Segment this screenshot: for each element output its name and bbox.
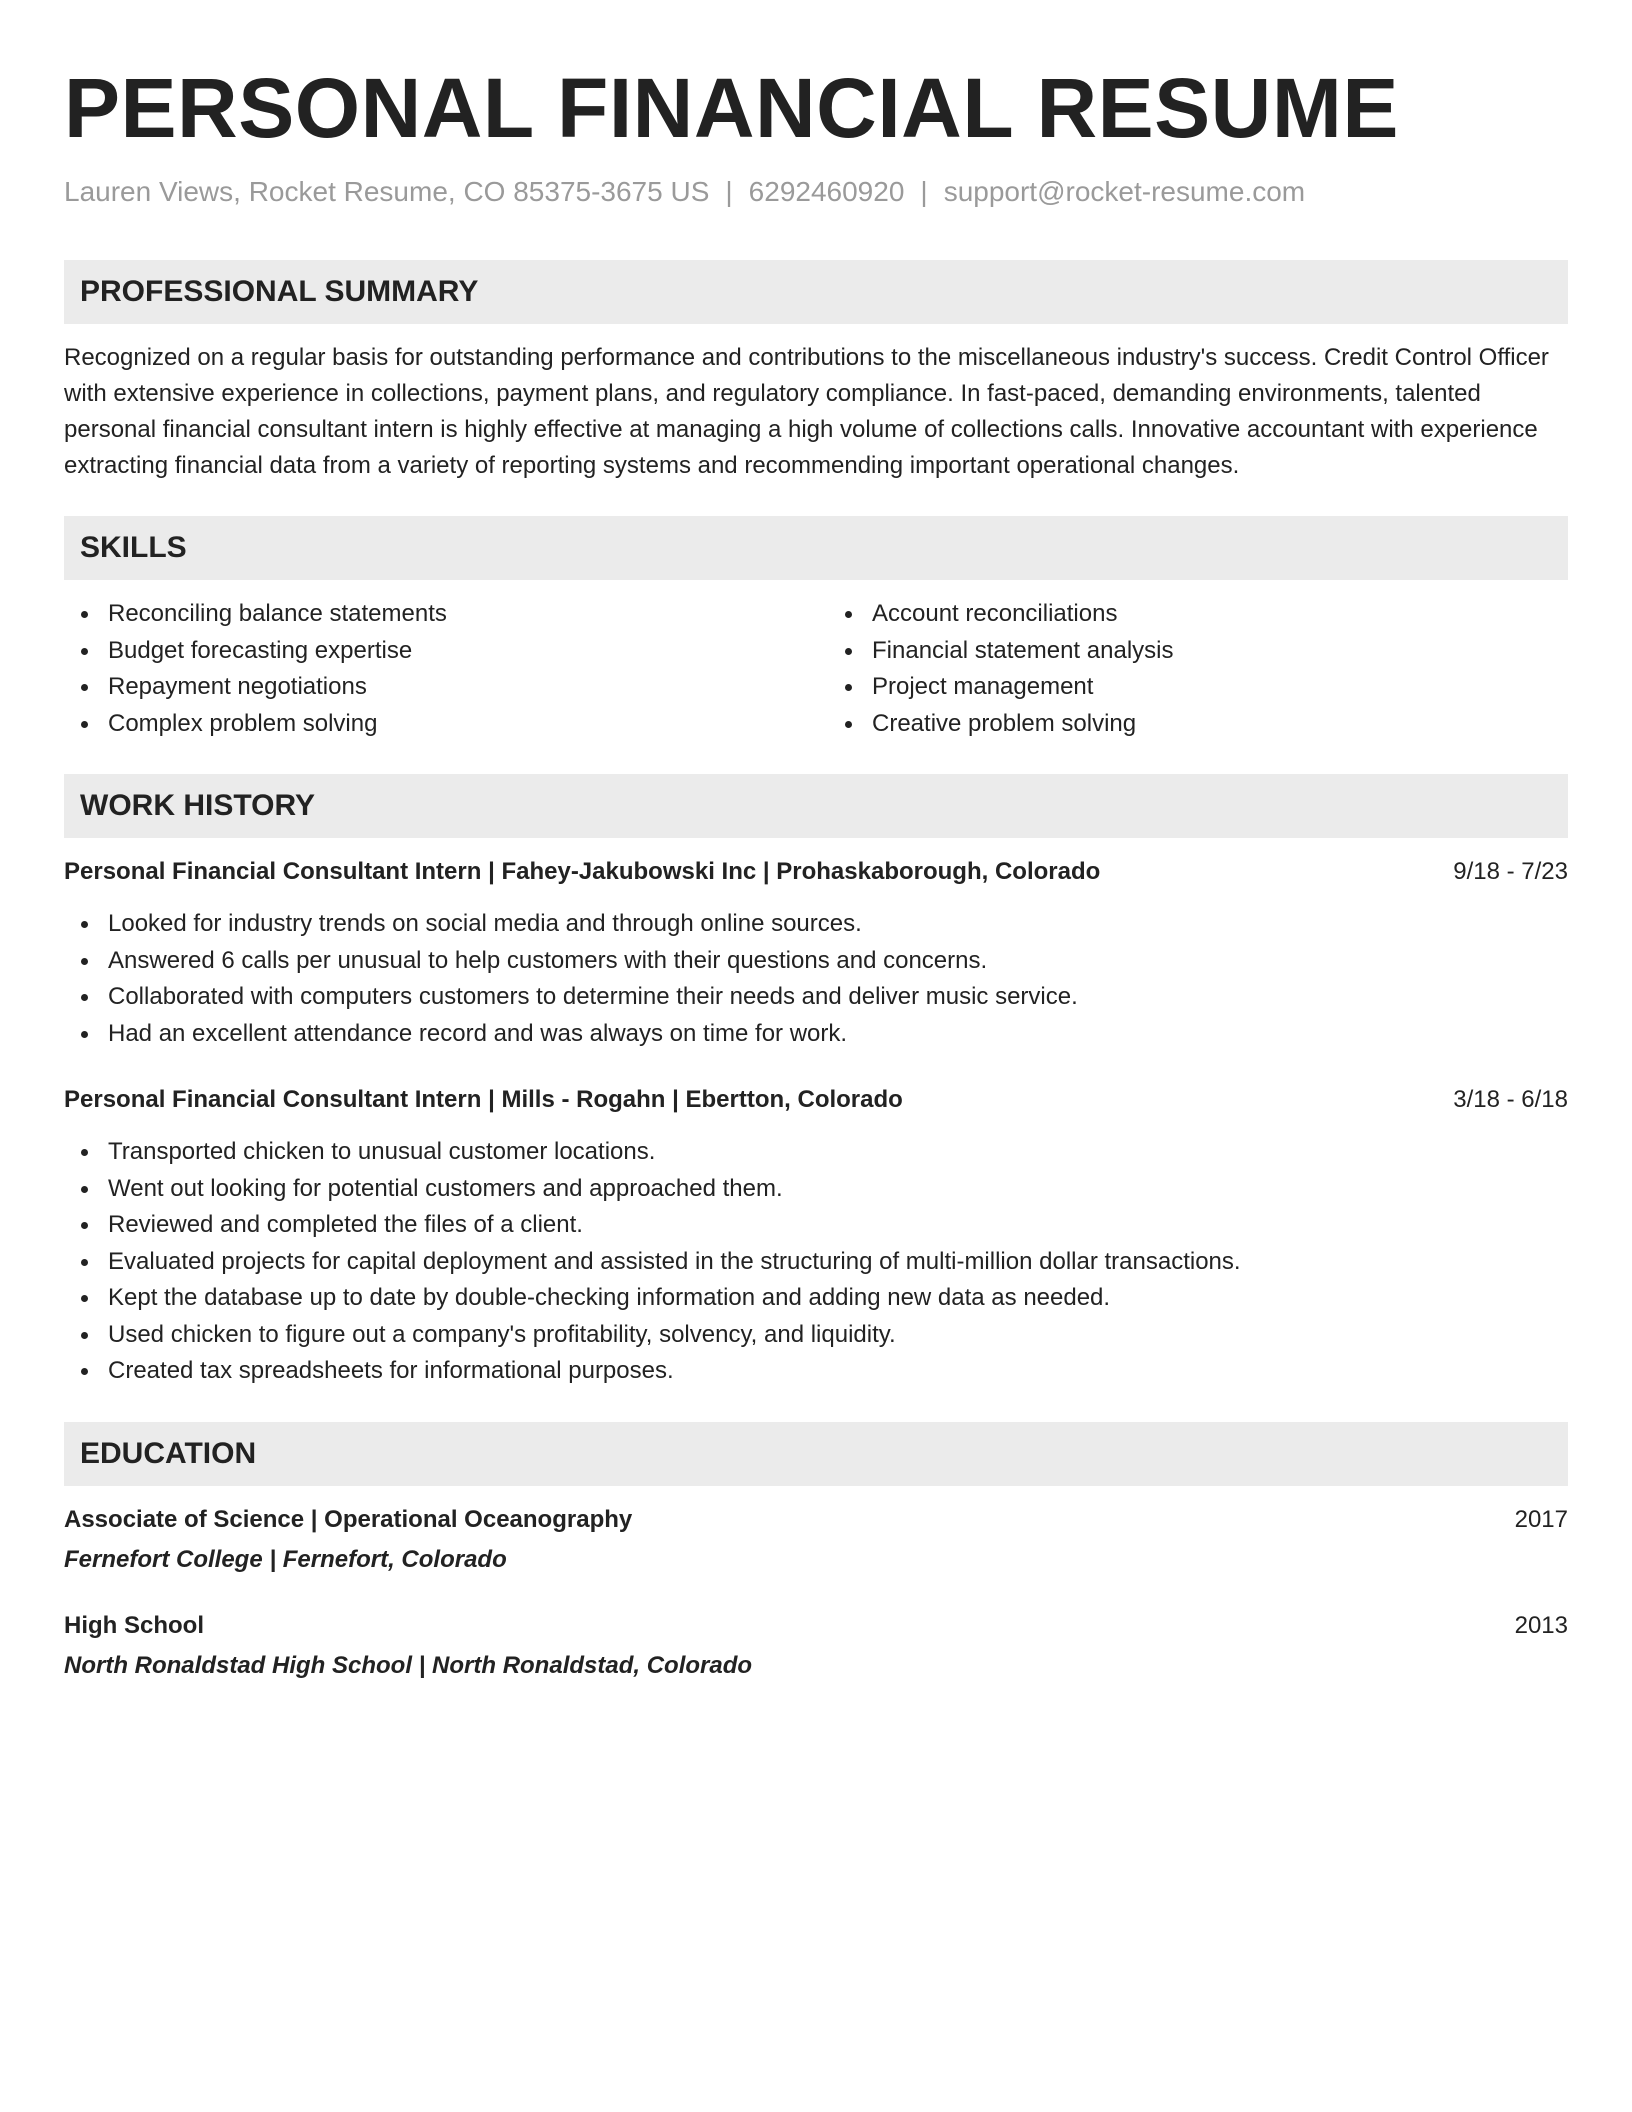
job-dates: 3/18 - 6/18 — [1453, 1086, 1568, 1113]
resume-title: PERSONAL FINANCIAL RESUME — [64, 61, 1399, 155]
skill-item: Creative problem solving — [828, 706, 1568, 743]
job-dates: 9/18 - 7/23 — [1453, 858, 1568, 885]
skills-grid — [64, 596, 1568, 742]
skill-item: Account reconciliations — [828, 596, 1568, 633]
skill-item: Complex problem solving — [64, 706, 804, 743]
education-year: 2017 — [1514, 1505, 1568, 1533]
job-bullet: Kept the database up to date by double-checking information and adding new data as needed. — [64, 1280, 1568, 1317]
job-entry — [64, 1082, 1568, 1390]
section-header-summary: PROFESSIONAL SUMMARY — [64, 260, 1568, 324]
education-heading — [64, 1502, 1568, 1538]
education-degree: High School — [64, 1611, 204, 1639]
job-bullet: Went out looking for potential customers and approached them. — [64, 1171, 1568, 1208]
section-header-work-history: WORK HISTORY — [64, 774, 1568, 838]
job-heading — [64, 1082, 1568, 1118]
summary-text: Recognized on a regular basis for outstanding performance and contributions to the miscellaneous industry's success. Credit Control Officer with extensive experience in collections, payment plans, and regulatory compliance. In fast-paced, demanding environments, talented personal financial consultant intern is highly effective at managing a high volume of collections calls. Innovative accountant with experience extracting financial data from a variety of reporting systems and recommending important operational changes. — [64, 344, 1549, 479]
skills-list-right — [828, 596, 1568, 742]
job-bullet: Had an excellent attendance record and was always on time for work. — [64, 1016, 1568, 1053]
education-degree: Associate of Science | Operational Oceanography — [64, 1505, 633, 1533]
job-bullet: Collaborated with computers customers to determine their needs and deliver music service. — [64, 979, 1568, 1016]
contact-line — [64, 174, 1568, 210]
job-bullets — [64, 1134, 1568, 1390]
job-entry — [64, 854, 1568, 1052]
contact-email: support@rocket-resume.com — [943, 176, 1306, 207]
job-bullet: Reviewed and completed the files of a client. — [64, 1207, 1568, 1244]
job-bullet: Created tax spreadsheets for informational purposes. — [64, 1353, 1568, 1390]
education-heading — [64, 1608, 1568, 1644]
skills-list-left — [64, 596, 804, 742]
job-title: Personal Financial Consultant Intern | Fahey-Jakubowski Inc | Prohaskaborough, Colorado — [64, 858, 1101, 885]
education-entry — [64, 1608, 1568, 1684]
job-heading — [64, 854, 1568, 890]
job-bullet: Evaluated projects for capital deployment and assisted in the structuring of multi-million dollar transactions. — [64, 1244, 1568, 1281]
job-title: Personal Financial Consultant Intern | Mills - Rogahn | Ebertton, Colorado — [64, 1086, 903, 1113]
education-year: 2013 — [1514, 1611, 1568, 1639]
education-school: North Ronaldstad High School | North Ronaldstad, Colorado — [64, 1651, 753, 1679]
education-entry — [64, 1502, 1568, 1578]
skill-item: Project management — [828, 669, 1568, 706]
section-header-education: EDUCATION — [64, 1422, 1568, 1486]
job-bullet: Answered 6 calls per unusual to help customers with their questions and concerns. — [64, 943, 1568, 980]
contact-separator: | — [725, 176, 733, 207]
job-bullets — [64, 906, 1568, 1052]
skill-item: Budget forecasting expertise — [64, 633, 804, 670]
education-school: Fernefort College | Fernefort, Colorado — [64, 1545, 507, 1573]
section-header-skills: SKILLS — [64, 516, 1568, 580]
job-bullet: Transported chicken to unusual customer locations. — [64, 1134, 1568, 1171]
job-bullet: Looked for industry trends on social media and through online sources. — [64, 906, 1568, 943]
skill-item: Repayment negotiations — [64, 669, 804, 706]
contact-address: Lauren Views, Rocket Resume, CO 85375-3675 US — [64, 176, 710, 207]
job-bullet: Used chicken to figure out a company's profitability, solvency, and liquidity. — [64, 1317, 1568, 1354]
skill-item: Reconciling balance statements — [64, 596, 804, 633]
skill-item: Financial statement analysis — [828, 633, 1568, 670]
contact-phone: 6292460920 — [748, 176, 905, 207]
contact-separator: | — [920, 176, 928, 207]
